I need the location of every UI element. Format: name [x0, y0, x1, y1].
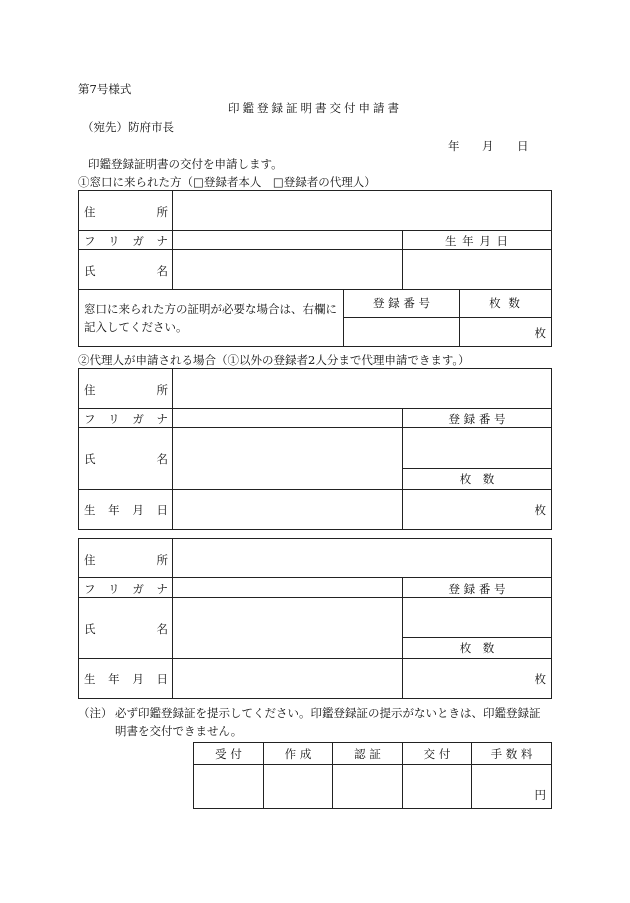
form-number: 第7号様式 — [78, 82, 132, 96]
note-mark: （注） — [78, 706, 113, 720]
agent2-address-label: 住 所 — [84, 553, 168, 567]
birthdate-field[interactable] — [404, 250, 550, 288]
name-label: 氏 名 — [84, 264, 168, 278]
agent2-reg-no-field[interactable] — [404, 598, 550, 636]
copies-label: 枚 数 — [489, 296, 522, 310]
agent1-furigana-label: フ リ ガ ナ — [84, 412, 168, 426]
agent1-birthdate-label: 生 年 月 日 — [84, 503, 168, 517]
agent2-address-field[interactable] — [174, 540, 550, 576]
date-day-label: 日 — [517, 139, 529, 153]
agent1-copies-unit: 枚 — [534, 503, 546, 517]
agent2-name-field[interactable] — [174, 598, 401, 657]
agent2-reg-no-label: 登 録 番 号 — [448, 582, 506, 596]
agent2-copies-unit: 枚 — [534, 672, 546, 686]
date-month-label: 月 — [482, 139, 494, 153]
agent1-birthdate-field[interactable] — [174, 490, 401, 528]
section1-heading: ①窓口に来られた方（□登録者本人 □登録者の代理人） — [78, 175, 376, 189]
agent2-copies-label: 枚 数 — [459, 641, 495, 655]
agent1-reg-no-label: 登 録 番 号 — [448, 412, 506, 426]
reg-no-label: 登 録 番 号 — [373, 296, 430, 310]
agent2-birthdate-label: 生 年 月 日 — [84, 672, 168, 686]
office-header-issuance: 交 付 — [423, 747, 451, 761]
office-header-fee: 手 数 料 — [490, 747, 533, 761]
agent1-reg-no-field[interactable] — [404, 428, 550, 467]
address-field[interactable] — [174, 192, 550, 229]
note-line1: 窓口に来られた方の証明が必要な場合は、右欄に — [84, 302, 337, 316]
name-field[interactable] — [174, 250, 401, 288]
request-text: 印鑑登録証明書の交付を申請します。 — [88, 157, 283, 171]
office-header-reception: 受 付 — [215, 747, 242, 761]
fee-unit: 円 — [534, 788, 546, 802]
date-year-label: 年 — [448, 139, 460, 153]
agent1-name-field[interactable] — [174, 428, 401, 488]
agent2-furigana-label: フ リ ガ ナ — [84, 582, 168, 596]
copies-unit: 枚 — [534, 326, 546, 340]
agent-table-1 — [78, 368, 552, 530]
office-use-table — [193, 742, 552, 809]
agent2-furigana-field[interactable] — [174, 578, 401, 596]
office-header-certification: 認 証 — [354, 747, 381, 761]
agent1-copies-label: 枚 数 — [459, 472, 495, 486]
note-line2: 記入してください。 — [84, 320, 188, 334]
office-header-creation: 作 成 — [284, 747, 312, 761]
agent1-name-label: 氏 名 — [84, 452, 168, 466]
address-label: 住 所 — [84, 205, 168, 219]
agent2-birthdate-field[interactable] — [174, 659, 401, 697]
page-title: 印鑑登録証明書交付申請書 — [228, 101, 402, 115]
agent-table-2 — [78, 538, 552, 699]
furigana-field[interactable] — [174, 231, 401, 248]
addressee: （宛先）防府市長 — [82, 120, 174, 134]
section2-heading: ②代理人が申請される場合（①以外の登録者2人分まで代理申請できます。） — [78, 353, 470, 367]
note-line2: 明書を交付できません。 — [115, 724, 243, 738]
birthdate-label: 生 年 月 日 — [445, 234, 509, 248]
agent1-address-label: 住 所 — [84, 383, 168, 397]
note-line1: 必ず印鑑登録証を提示してください。印鑑登録証の提示がないときは、印鑑登録証 — [115, 706, 541, 720]
agent2-name-label: 氏 名 — [84, 622, 168, 636]
section1-table — [78, 190, 552, 347]
agent1-address-field[interactable] — [174, 370, 550, 407]
agent1-furigana-field[interactable] — [174, 409, 401, 426]
furigana-label: フ リ ガ ナ — [84, 234, 168, 248]
reg-no-field[interactable] — [345, 318, 458, 345]
